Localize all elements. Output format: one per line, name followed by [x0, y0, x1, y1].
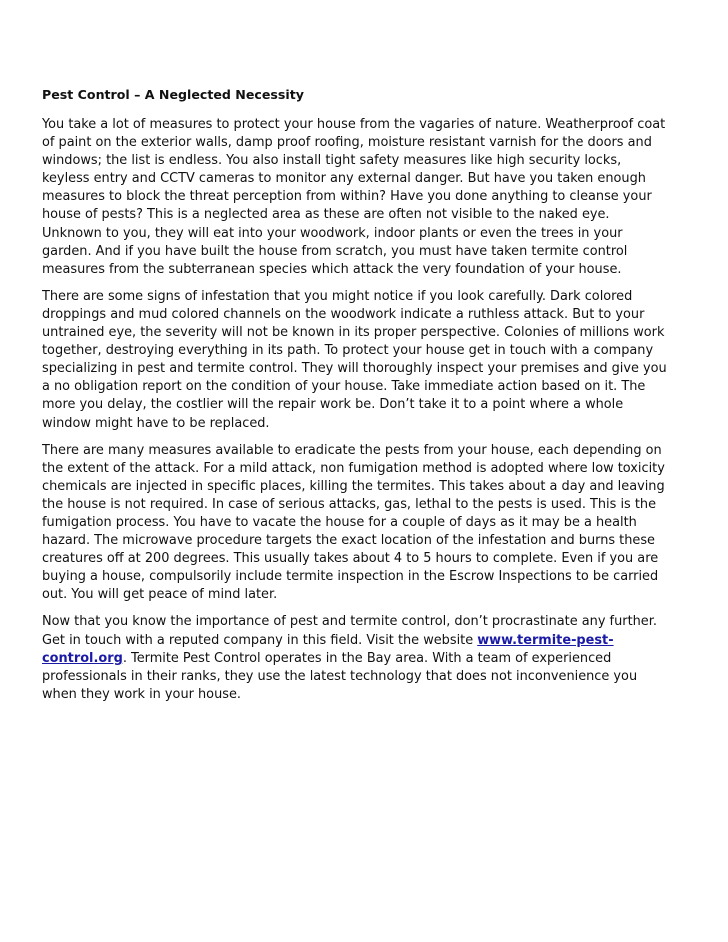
text-line: a no obligation report on the condition of your house. Take immediate action based on it. The: [42, 379, 646, 395]
text-fragment: . Termite Pest Control operates in the Bay area. With a team of experienced: [122, 650, 612, 666]
text-line: house of pests? This is a neglected area as these are often not visible to the naked eye.: [42, 207, 610, 223]
text-fragment: Get in touch with a reputed company in this field. Visit the website: [42, 632, 478, 648]
text-line: garden. And if you have built the house from scratch, you must have taken termite control: [42, 243, 628, 259]
document-page: [42, 86, 692, 713]
text-line: professionals in their ranks, they use the latest technology that does not inconvenience you: [42, 668, 638, 684]
text-line: when they work in your house.: [42, 686, 241, 702]
text-line: the house is not required. In case of serious attacks, gas, lethal to the pests is used. This is the: [42, 496, 656, 512]
text-line: window might have to be replaced.: [42, 415, 270, 431]
paragraph-intro: [42, 116, 692, 279]
text-line: keyless entry and CCTV cameras to monitor any external danger. But have you taken enough: [42, 171, 646, 187]
text-line: measures from the subterranean species which attack the very foundation of your house.: [42, 261, 622, 277]
text-line: more you delay, the costlier will the repair work be. Don’t take it to a point where a whole: [42, 397, 624, 413]
text-line-with-link: [42, 632, 692, 650]
paragraph-closing: [42, 613, 692, 703]
text-line: Unknown to you, they will eat into your woodwork, indoor plants or even the trees in your: [42, 225, 623, 241]
paragraph-measures: [42, 442, 692, 605]
text-line: chemicals are injected in specific places, killing the termites. This takes about a day and leaving: [42, 478, 665, 494]
text-line: windows; the list is endless. You also install tight safety measures like high security locks,: [42, 153, 622, 169]
text-line: There are many measures available to eradicate the pests from your house, each depending on: [42, 442, 662, 458]
text-line: out. You will get peace of mind later.: [42, 587, 278, 603]
text-line: of paint on the exterior walls, damp proof roofing, moisture resistant varnish for the doors and: [42, 135, 652, 151]
text-line: Now that you know the importance of pest and termite control, don’t procrastinate any further.: [42, 614, 657, 630]
text-line: You take a lot of measures to protect your house from the vagaries of nature. Weatherproof coat: [42, 117, 666, 132]
text-line: the extent of the attack. For a mild attack, non fumigation method is adopted where low toxicity: [42, 460, 665, 476]
text-line: creatures off at 200 degrees. This usually takes about 4 to 5 hours to complete. Even if you are: [42, 551, 659, 567]
text-line: hazard. The microwave procedure targets the exact location of the infestation and burns these: [42, 533, 655, 549]
text-line: fumigation process. You have to vacate the house for a couple of days as it may be a health: [42, 514, 637, 530]
text-line: measures to block the threat perception from within? Have you done anything to cleanse your: [42, 189, 652, 205]
text-line-with-link: [42, 650, 692, 668]
document-title: Pest Control – A Neglected Necessity: [42, 87, 304, 102]
paragraph-signs: [42, 288, 692, 433]
text-line: specializing in pest and termite control. They will thoroughly inspect your premises and give you: [42, 361, 667, 377]
text-line: together, destroying everything in its path. To protect your house get in touch with a company: [42, 343, 654, 359]
text-line: There are some signs of infestation that you might notice if you look carefully. Dark colored: [42, 288, 633, 304]
website-link-continued[interactable]: control.org: [42, 650, 123, 666]
text-line: untrained eye, the severity will not be known in its proper perspective. Colonies of millions work: [42, 325, 665, 341]
text-line: droppings and mud colored channels on the woodwork indicate a ruthless attack. But to your: [42, 306, 645, 322]
website-link[interactable]: www.termite-pest-: [477, 632, 614, 648]
text-line: buying a house, compulsorily include termite inspection in the Escrow Inspections to be carried: [42, 569, 659, 585]
